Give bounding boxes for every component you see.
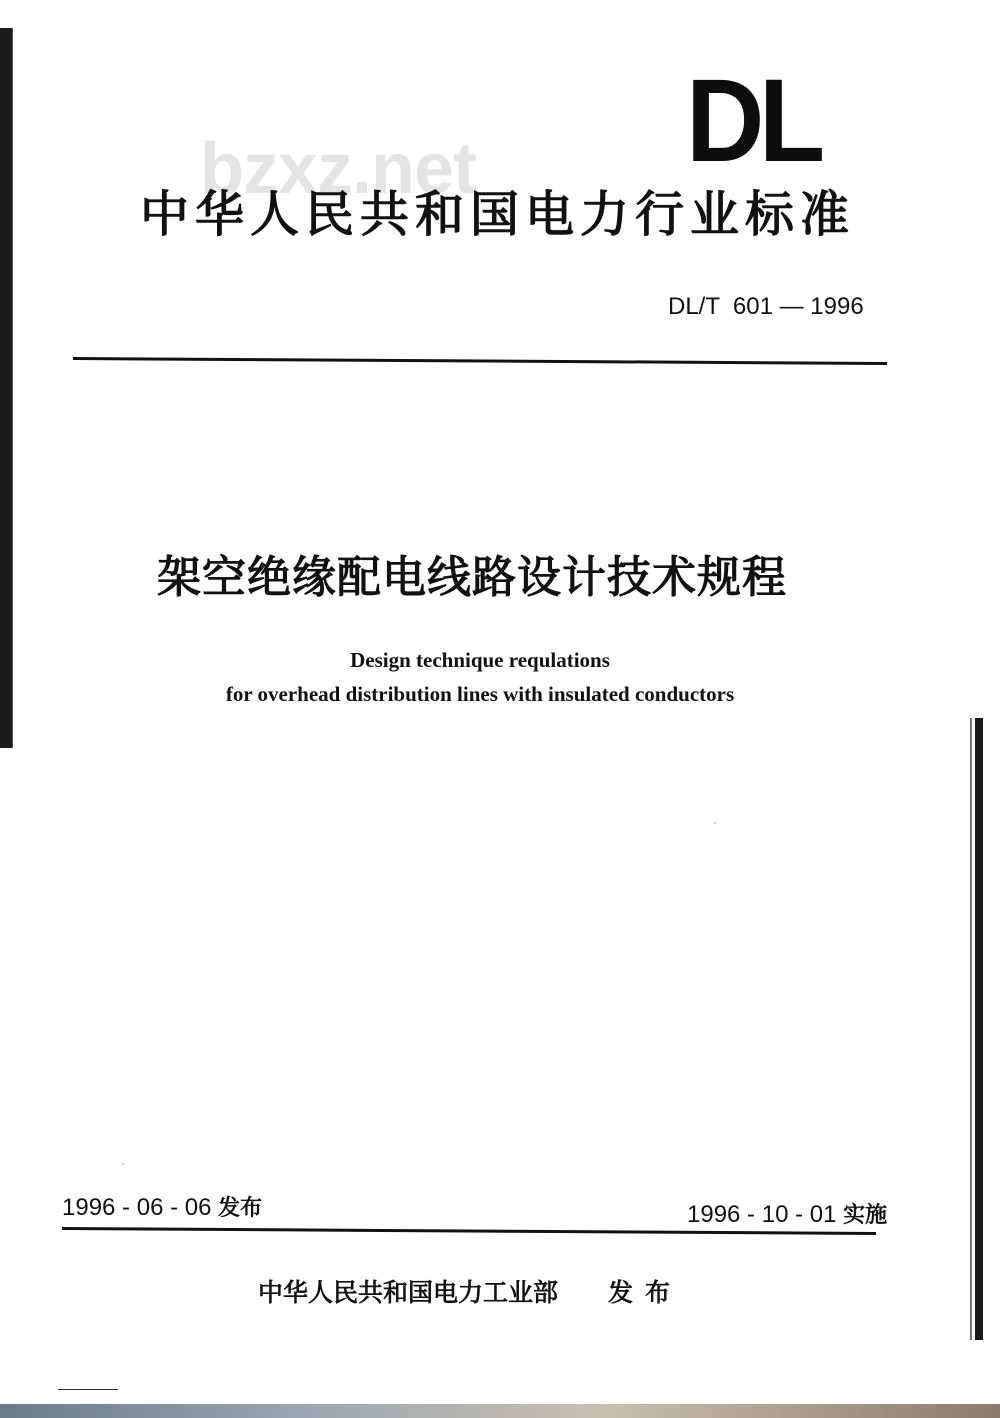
issue-label: 发布	[218, 1196, 263, 1221]
implement-label: 实施	[843, 1203, 888, 1228]
top-divider	[73, 357, 887, 365]
scan-mark	[58, 1389, 118, 1390]
title-english-line2: for overhead distribution lines with insulated conductors	[225, 682, 735, 706]
implement-date-value: 1996 - 10 - 01	[687, 1201, 837, 1228]
standard-number: DL/T 601 — 1996	[668, 293, 864, 320]
publisher-action: 发布	[608, 1278, 683, 1307]
dl-logo: DL	[686, 55, 820, 187]
scan-edge-right	[975, 718, 983, 1340]
bottom-divider	[62, 1227, 876, 1235]
issue-date-value: 1996 - 06 - 06	[62, 1194, 212, 1221]
title-english-line1: Design technique requlations	[350, 648, 610, 672]
implement-date	[687, 1203, 887, 1227]
title-chinese: 架空绝缘配电线路设计技术规程	[157, 552, 787, 603]
watermark: bzxz.net	[200, 129, 477, 209]
standard-category: 中华人民共和国电力行业标准	[140, 186, 856, 243]
scan-edge-left	[0, 28, 16, 748]
publisher	[258, 1280, 682, 1305]
scan-edge-right-inner	[970, 718, 972, 1340]
issue-date	[62, 1196, 262, 1220]
publisher-name: 中华人民共和国电力工业部	[258, 1278, 559, 1307]
scan-bottom-strip	[0, 1404, 1000, 1418]
scan-speck	[122, 1163, 124, 1165]
scan-speck	[714, 822, 716, 824]
